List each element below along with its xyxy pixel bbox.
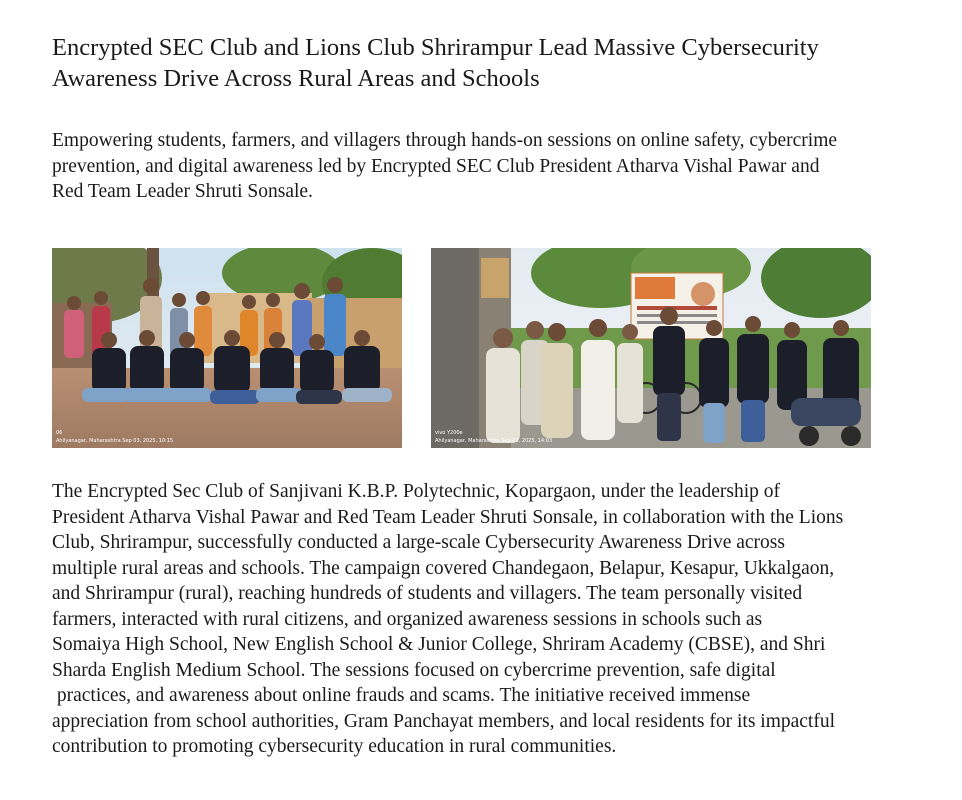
- group-photo-students: [52, 248, 402, 448]
- body-line: practices, and awareness about online frauds and scams. The initiative received immense: [52, 685, 751, 706]
- body-line: Sharda English Medium School. The sessions focused on cybercrime prevention, safe digital: [52, 659, 776, 681]
- body-line: President Atharva Vishal Pawar and Red Team Leader Shruti Sonsale, in collaboration with the Lions: [52, 506, 844, 528]
- title-line: Awareness Drive Across Rural Areas and Schools: [52, 65, 540, 92]
- body-line: appreciation from school authorities, Gram Panchayat members, and local residents for its impactful: [52, 710, 836, 732]
- village-awareness-photo: [431, 248, 871, 448]
- subtitle-line: Red Team Leader Shruti Sonsale.: [52, 181, 313, 202]
- photo-stamp-line2: Ahilyanagar, Maharashtra Sep 03, 2025, 14:03: [435, 438, 553, 444]
- body-line: contribution to promoting cybersecurity education in rural communities.: [52, 736, 617, 757]
- body-line: Somaiya High School, New English School & Junior College, Shriram Academy (CBSE), and Shri: [52, 634, 826, 655]
- photo-stamp-line1: vivo Y200e: [435, 430, 463, 436]
- subtitle-line: prevention, and digital awareness led by Encrypted SEC Club President Atharva Vishal Pawar and: [52, 155, 820, 177]
- photo-stamp-line1: 06: [56, 430, 63, 436]
- article-title: [52, 32, 932, 94]
- body-line: farmers, interacted with rural citizens, and organized awareness sessions in schools such as: [52, 608, 763, 630]
- subtitle-line: Empowering students, farmers, and villagers through hands-on sessions on online safety, cybercrime: [52, 130, 838, 151]
- body-line: and Shrirampur (rural), reaching hundreds of students and villagers. The team personally visited: [52, 583, 803, 604]
- title-line: Encrypted SEC Club and Lions Club Shrirampur Lead Massive Cybersecurity: [52, 34, 819, 61]
- body-line: Club, Shrirampur, successfully conducted a large-scale Cybersecurity Awareness Drive across: [52, 532, 785, 553]
- body-line: The Encrypted Sec Club of Sanjivani K.B.P. Polytechnic, Kopargaon, under the leadership of: [52, 481, 781, 502]
- body-line: multiple rural areas and schools. The campaign covered Chandegaon, Belapur, Kesapur, Ukkalgaon,: [52, 557, 835, 579]
- article-subtitle: [52, 128, 942, 205]
- photo-stamp-line2: Ahilyanagar, Maharashtra Sep 03, 2025, 10:15: [56, 438, 174, 444]
- article-body: [52, 479, 942, 760]
